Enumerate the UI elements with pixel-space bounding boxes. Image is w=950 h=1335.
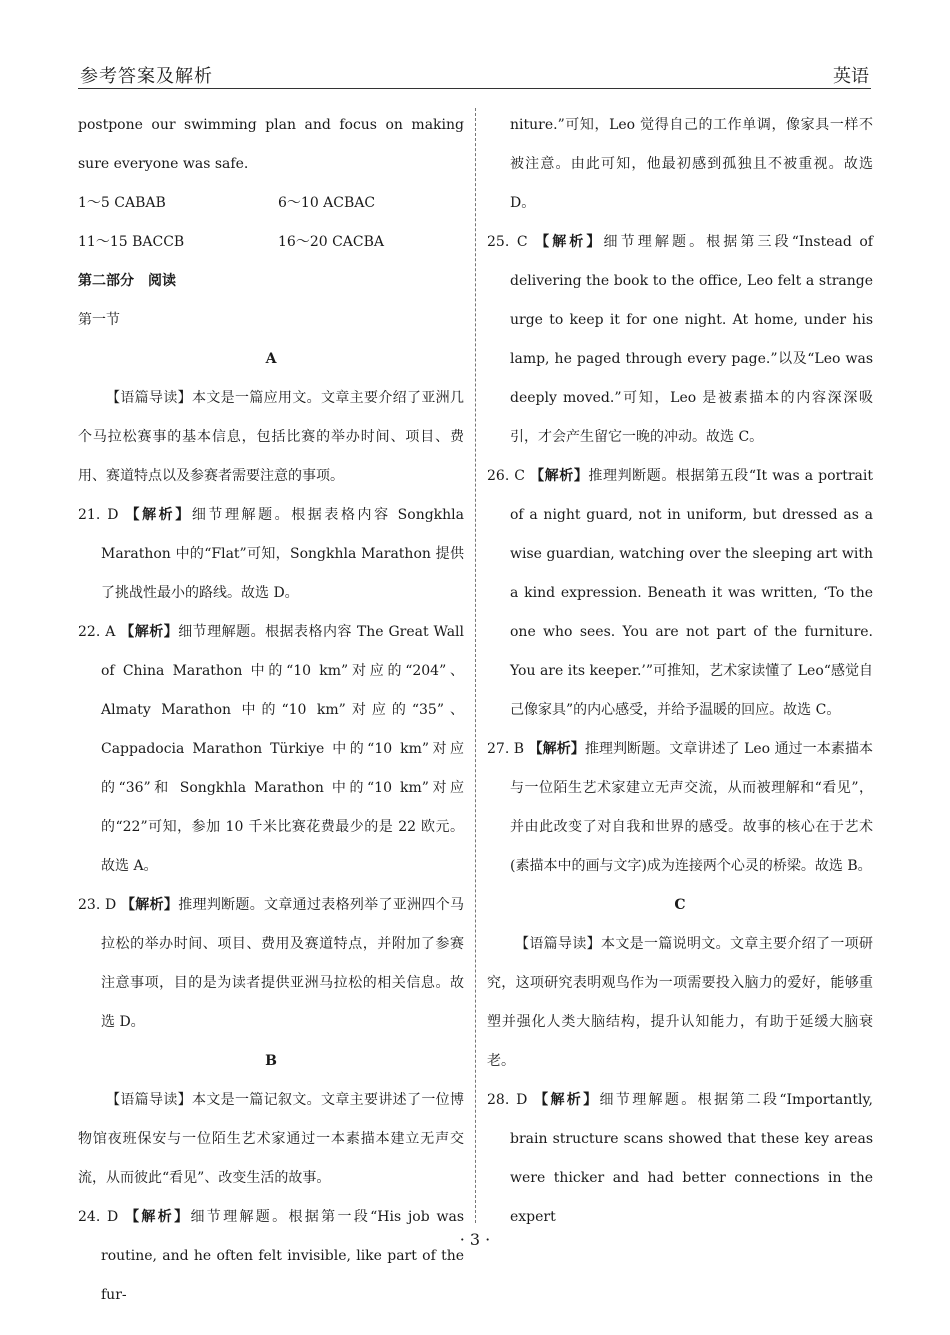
answer-group: 6～10 ACBAC [278,195,376,211]
answer-group: 16～20 CACBA [278,234,385,250]
answer-25 [487,223,873,457]
analysis-text: 细节理解题。根据表格内容 Songkhla Marathon 中的“Flat”可知，Songkhla Marathon 提供了挑战性最小的路线。故选 D。 [101,507,464,601]
analysis-tag: 【解析】 [534,1092,600,1108]
answer-21 [78,496,464,613]
answer-group: 11～15 BACCB [78,234,185,250]
answer-row [78,223,464,262]
answer-24-continuation: niture.”可知，Leo 觉得自己的工作单调，像家具一样不被注意。由此可知，他最初感到孤独且不被重视。故选 D。 [510,117,873,211]
answer-28 [487,1081,873,1237]
column-divider [475,108,476,1223]
analysis-tag: 【解析】 [120,624,179,640]
analysis-text: 推理判断题。文章通过表格列举了亚洲四个马拉松的举办时间、项目、费用及赛道特点，并附加了参赛注意事项，目的是为读者提供亚洲马拉松的相关信息。故选 D。 [101,897,465,1030]
analysis-text: 推理判断题。根据第五段“It was a portrait of a night guard, not in uniform, but dressed as a wise guardian, watching over the sleeping art with a kind expression. Beneath it was written, ‘To the one who sees. You are not part of the furniture. You are its keeper.’”可推知，艺术家读懂了 Leo“感觉自己像家具”的内心感受，并给予温暖的回应。故选 C。 [510,468,873,718]
answer-group: 1～5 CABAB [78,195,166,211]
question-number: 24. D [78,1209,126,1225]
question-number: 26. C [487,468,531,484]
analysis-tag: 【解析】 [125,507,192,523]
passage-heading-b: B [265,1053,277,1069]
guide-c: 【语篇导读】本文是一篇说明文。文章主要介绍了一项研究，这项研究表明观鸟作为一项需要投入脑力的爱好，能够重塑并强化人类大脑结构，提升认知能力，有助于延缓大脑衰老。 [487,936,873,1069]
analysis-text: 细节理解题。根据第二段“Importantly, brain structure scans showed that these key areas were thicker and had better connections in the expert [510,1092,874,1225]
part-heading: 第二部分 阅读 [78,273,176,289]
answer-23 [78,886,464,1042]
analysis-tag: 【解析】 [535,234,604,250]
guide-a: 【语篇导读】本文是一篇应用文。文章主要介绍了亚洲几个马拉松赛事的基本信息，包括比赛的举办时间、项目、费用、赛道特点以及参赛者需要注意的事项。 [78,390,464,484]
question-number: 21. D [78,507,126,523]
analysis-tag: 【解析】 [125,1209,191,1225]
analysis-tag: 【解析】 [528,741,585,757]
passage-heading-a: A [265,351,277,367]
analysis-text: 细节理解题。根据表格内容 The Great Wall of China Marathon 中的“10 km”对应的“204”、Almaty Marathon 中的“10 km”对应的“35”、Cappadocia Marathon Türkiye 中的“10 km”对应的“36”和 Songkhla Marathon 中的“10 km”对应的“22”可知，参加 10 千米比赛花费最少的是 22 欧元。故选 A。 [101,624,465,874]
header-subject: 英语 [833,66,869,87]
answer-row [78,184,464,223]
analysis-text: 细节理解题。根据第一段“His job was routine, and he often felt invisible, like part of the fur- [101,1209,465,1303]
right-column [487,106,873,1237]
guide-b: 【语篇导读】本文是一篇记叙文。文章主要讲述了一位博物馆夜班保安与一位陌生艺术家通过一本素描本建立无声交流，从而彼此“看见”、改变生活的故事。 [78,1092,464,1186]
page-number: · 3 · [459,1230,491,1249]
question-number: 27. B [487,741,529,757]
question-number: 28. D [487,1092,535,1108]
passage-heading-c: C [674,897,686,913]
header-title: 参考答案及解析 [80,66,213,87]
page-header [78,58,871,89]
answer-27 [487,730,873,886]
answer-26 [487,457,873,730]
answer-24 [78,1198,464,1315]
analysis-tag: 【解析】 [121,897,179,913]
answer-22 [78,613,464,886]
analysis-tag: 【解析】 [530,468,589,484]
left-column [78,106,464,1315]
analysis-text: 细节理解题。根据第三段“Instead of delivering the book to the office, Leo felt a strange urge to keep it for one night. At home, under his lamp, he paged through every page.”以及“Leo was deeply moved.”可知，Leo 是被素描本的内容深深吸引，才会产生留它一晚的冲动。故选 C。 [510,234,873,445]
section-heading: 第一节 [78,312,120,328]
paragraph-continuation: postpone our swimming plan and focus on making sure everyone was safe. [78,117,464,172]
analysis-text: 推理判断题。文章讲述了 Leo 通过一本素描本与一位陌生艺术家建立无声交流，从而被理解和“看见”，并由此改变了对自我和世界的感受。故事的核心在于艺术(素描本中的画与文字)成为连接两个心灵的桥梁。故选 B。 [510,741,874,874]
question-number: 22. A [78,624,121,640]
question-number: 25. C [487,234,536,250]
question-number: 23. D [78,897,121,913]
